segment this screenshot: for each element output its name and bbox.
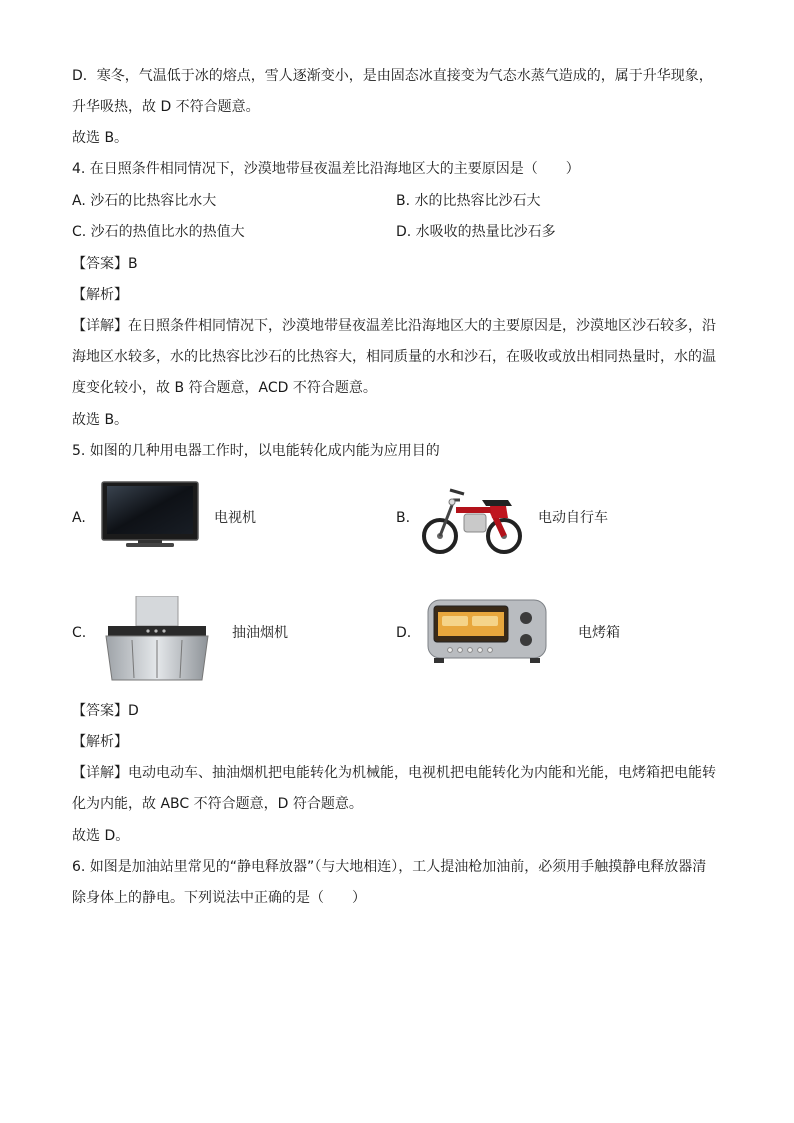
- q5-option-a-letter: A.: [72, 510, 86, 526]
- electric-oven-image: [426, 598, 548, 664]
- q5-option-b-letter: B.: [396, 510, 411, 526]
- q4-detail-line2: 海地区水较多，水的比热容比沙石的比热容大，相同质量的水和沙石，在吸收或放出相同热量时，水的温: [72, 349, 716, 365]
- electric-bicycle-image: [420, 480, 524, 558]
- q4-conclusion: 故选 B。: [72, 412, 129, 428]
- q5-option-c-label: 抽油烟机: [232, 625, 288, 641]
- q5-detail-line2: 化为内能，故 ABC 不符合题意，D 符合题意。: [72, 796, 363, 812]
- q5-option-d-label: 电烤箱: [578, 625, 620, 641]
- q3-conclusion: 故选 B。: [72, 130, 129, 146]
- q5-analysis-title: 【解析】: [72, 734, 128, 750]
- q6-stem-line1: 6. 如图是加油站里常见的“静电释放器”（与大地相连），工人提油枪加油前，必须用手触摸静电释放器清: [72, 859, 707, 875]
- q5-option-b-label: 电动自行车: [538, 510, 608, 526]
- q5-stem: 5. 如图的几种用电器工作时，以电能转化成内能为应用目的: [72, 443, 440, 459]
- q4-option-c: C. 沙石的热值比水的热值大: [72, 224, 245, 240]
- q5-option-c-letter: C.: [72, 625, 87, 641]
- q5-option-d-letter: D.: [396, 625, 412, 641]
- q4-detail-line1: 【详解】在日照条件相同情况下，沙漠地带昼夜温差比沿海地区大的主要原因是，沙漠地区沙石较多，沿: [72, 318, 716, 334]
- q5-detail-line1: 【详解】电动电动车、抽油烟机把电能转化为机械能，电视机把电能转化为内能和光能，电烤箱把电能转: [72, 765, 716, 781]
- q4-analysis-title: 【解析】: [72, 287, 128, 303]
- q4-option-a: A. 沙石的比热容比水大: [72, 193, 217, 209]
- q4-stem: 4. 在日照条件相同情况下，沙漠地带昼夜温差比沿海地区大的主要原因是（ ）: [72, 161, 580, 177]
- q6-stem-line2: 除身体上的静电。下列说法中正确的是（ ）: [72, 890, 366, 906]
- q5-option-a-label: 电视机: [214, 510, 256, 526]
- q4-option-d: D. 水吸收的热量比沙石多: [396, 224, 556, 240]
- q5-conclusion: 故选 D。: [72, 828, 130, 844]
- q5-answer: 【答案】D: [72, 703, 139, 719]
- q4-detail-line3: 度变化较小，故 B 符合题意，ACD 不符合题意。: [72, 380, 377, 396]
- q3-option-d-line2: 升华吸热，故 D 不符合题意。: [72, 99, 260, 115]
- television-image: [100, 480, 200, 548]
- q4-option-b: B. 水的比热容比沙石大: [396, 193, 541, 209]
- q4-answer: 【答案】B: [72, 256, 138, 272]
- range-hood-image: [104, 596, 210, 682]
- q3-option-d-line1: D．寒冬，气温低于冰的熔点，雪人逐渐变小，是由固态冰直接变为气态水蒸气造成的，属于升华现象，: [72, 68, 713, 84]
